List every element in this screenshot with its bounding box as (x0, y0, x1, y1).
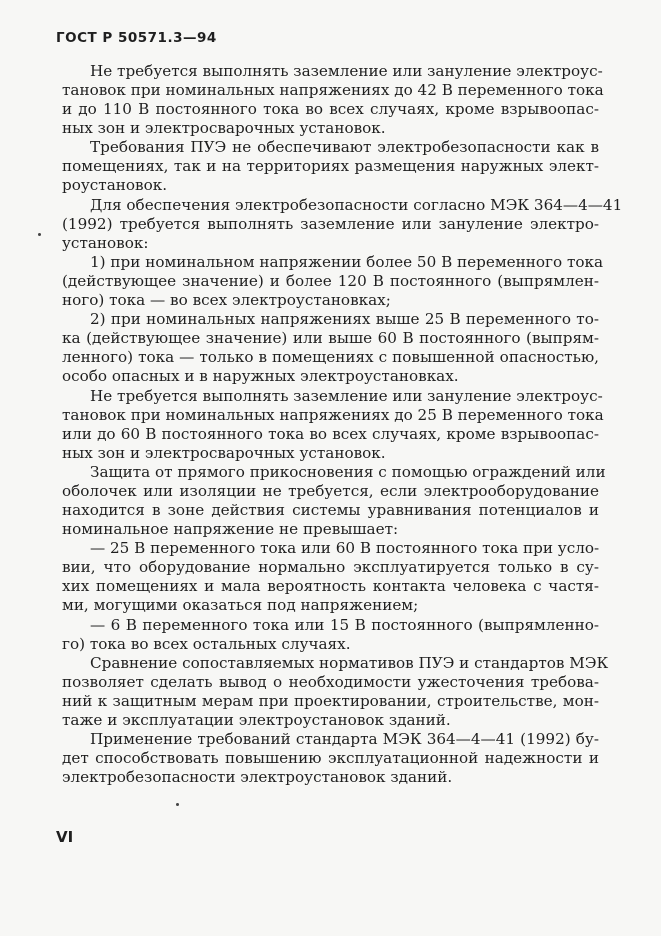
text-line: го) тока во всех остальных случаях. (62, 635, 351, 653)
text-line: хих помещениях и мала вероятность контакта человека с частя- (62, 577, 599, 595)
text-line: Не требуется выполнять заземление или зануление электроус- (90, 387, 603, 405)
text-line: находится в зоне действия системы уравнивания потенциалов и (62, 501, 599, 519)
text-line: номинальное напряжение не превышает: (62, 520, 399, 538)
text-line: 2) при номинальных напряжениях выше 25 В переменного то- (90, 310, 599, 328)
text-line: ного) тока — во всех электроустановках; (62, 291, 391, 309)
text-line: вии, что оборудование нормально эксплуатируется только в су- (62, 558, 599, 576)
text-line: особо опасных и в наружных электроустановках. (62, 367, 459, 385)
text-line: ка (действующее значение) или выше 60 В постоянного (выпрям- (62, 329, 599, 347)
text-line: Применение требований стандарта МЭК 364—4—41 (1992) бу- (90, 730, 599, 748)
text-line: дет способствовать повышению эксплуатационной надежности и (62, 749, 599, 767)
text-line: Защита от прямого прикосновения с помощью ограждений или (90, 463, 606, 481)
text-line: оболочек или изоляции не требуется, если электрооборудование (62, 482, 599, 500)
text-line: Сравнение сопоставляемых нормативов ПУЭ и стандартов МЭК (90, 654, 609, 672)
text-line: позволяет сделать вывод о необходимости ужесточения требова- (62, 673, 599, 691)
text-line: (действующее значение) и более 120 В постоянного (выпрямлен- (62, 272, 599, 290)
text-line: таже и эксплуатации электроустановок зданий. (62, 711, 451, 729)
text-line: или до 60 В постоянного тока во всех случаях, кроме взрывоопас- (62, 425, 599, 443)
text-line: электробезопасности электроустановок зданий. (62, 768, 453, 786)
text-line: установок: (62, 234, 149, 252)
text-line: помещениях, так и на территориях размещения наружных элект- (62, 157, 599, 175)
page-number: VI (56, 828, 74, 846)
text-line: 1) при номинальном напряжении более 50 В переменного тока (90, 253, 604, 271)
text-line: Для обеспечения электробезопасности согласно МЭК 364—4—41 (90, 196, 623, 214)
scan-speck (38, 233, 41, 236)
text-line: ных зон и электросварочных установок. (62, 119, 386, 137)
text-line: (1992) требуется выполнять заземление или зануление электро- (62, 215, 599, 233)
text-line: Требования ПУЭ не обеспечивают электробезопасности как в (90, 138, 599, 156)
text-line: тановок при номинальных напряжениях до 42 В переменного тока (62, 81, 604, 99)
text-line: — 25 В переменного тока или 60 В постоянного тока при усло- (90, 539, 600, 557)
text-line: ленного) тока — только в помещениях с повышенной опасностью, (62, 348, 599, 366)
text-line: Не требуется выполнять заземление или зануление электроус- (90, 62, 603, 80)
text-line: ний к защитным мерам при проектировании, строительстве, мон- (62, 692, 599, 710)
scan-speck (176, 803, 179, 806)
text-line: и до 110 В постоянного тока во всех случаях, кроме взрывоопас- (62, 100, 599, 118)
text-line: — 6 В переменного тока или 15 В постоянного (выпрямленно- (90, 616, 599, 634)
text-line: ных зон и электросварочных установок. (62, 444, 386, 462)
text-line: ми, могущими оказаться под напряжением; (62, 596, 419, 614)
standard-header: ГОСТ Р 50571.3—94 (56, 30, 217, 46)
text-line: роустановок. (62, 176, 168, 194)
text-line: тановок при номинальных напряжениях до 25 В переменного тока (62, 406, 604, 424)
